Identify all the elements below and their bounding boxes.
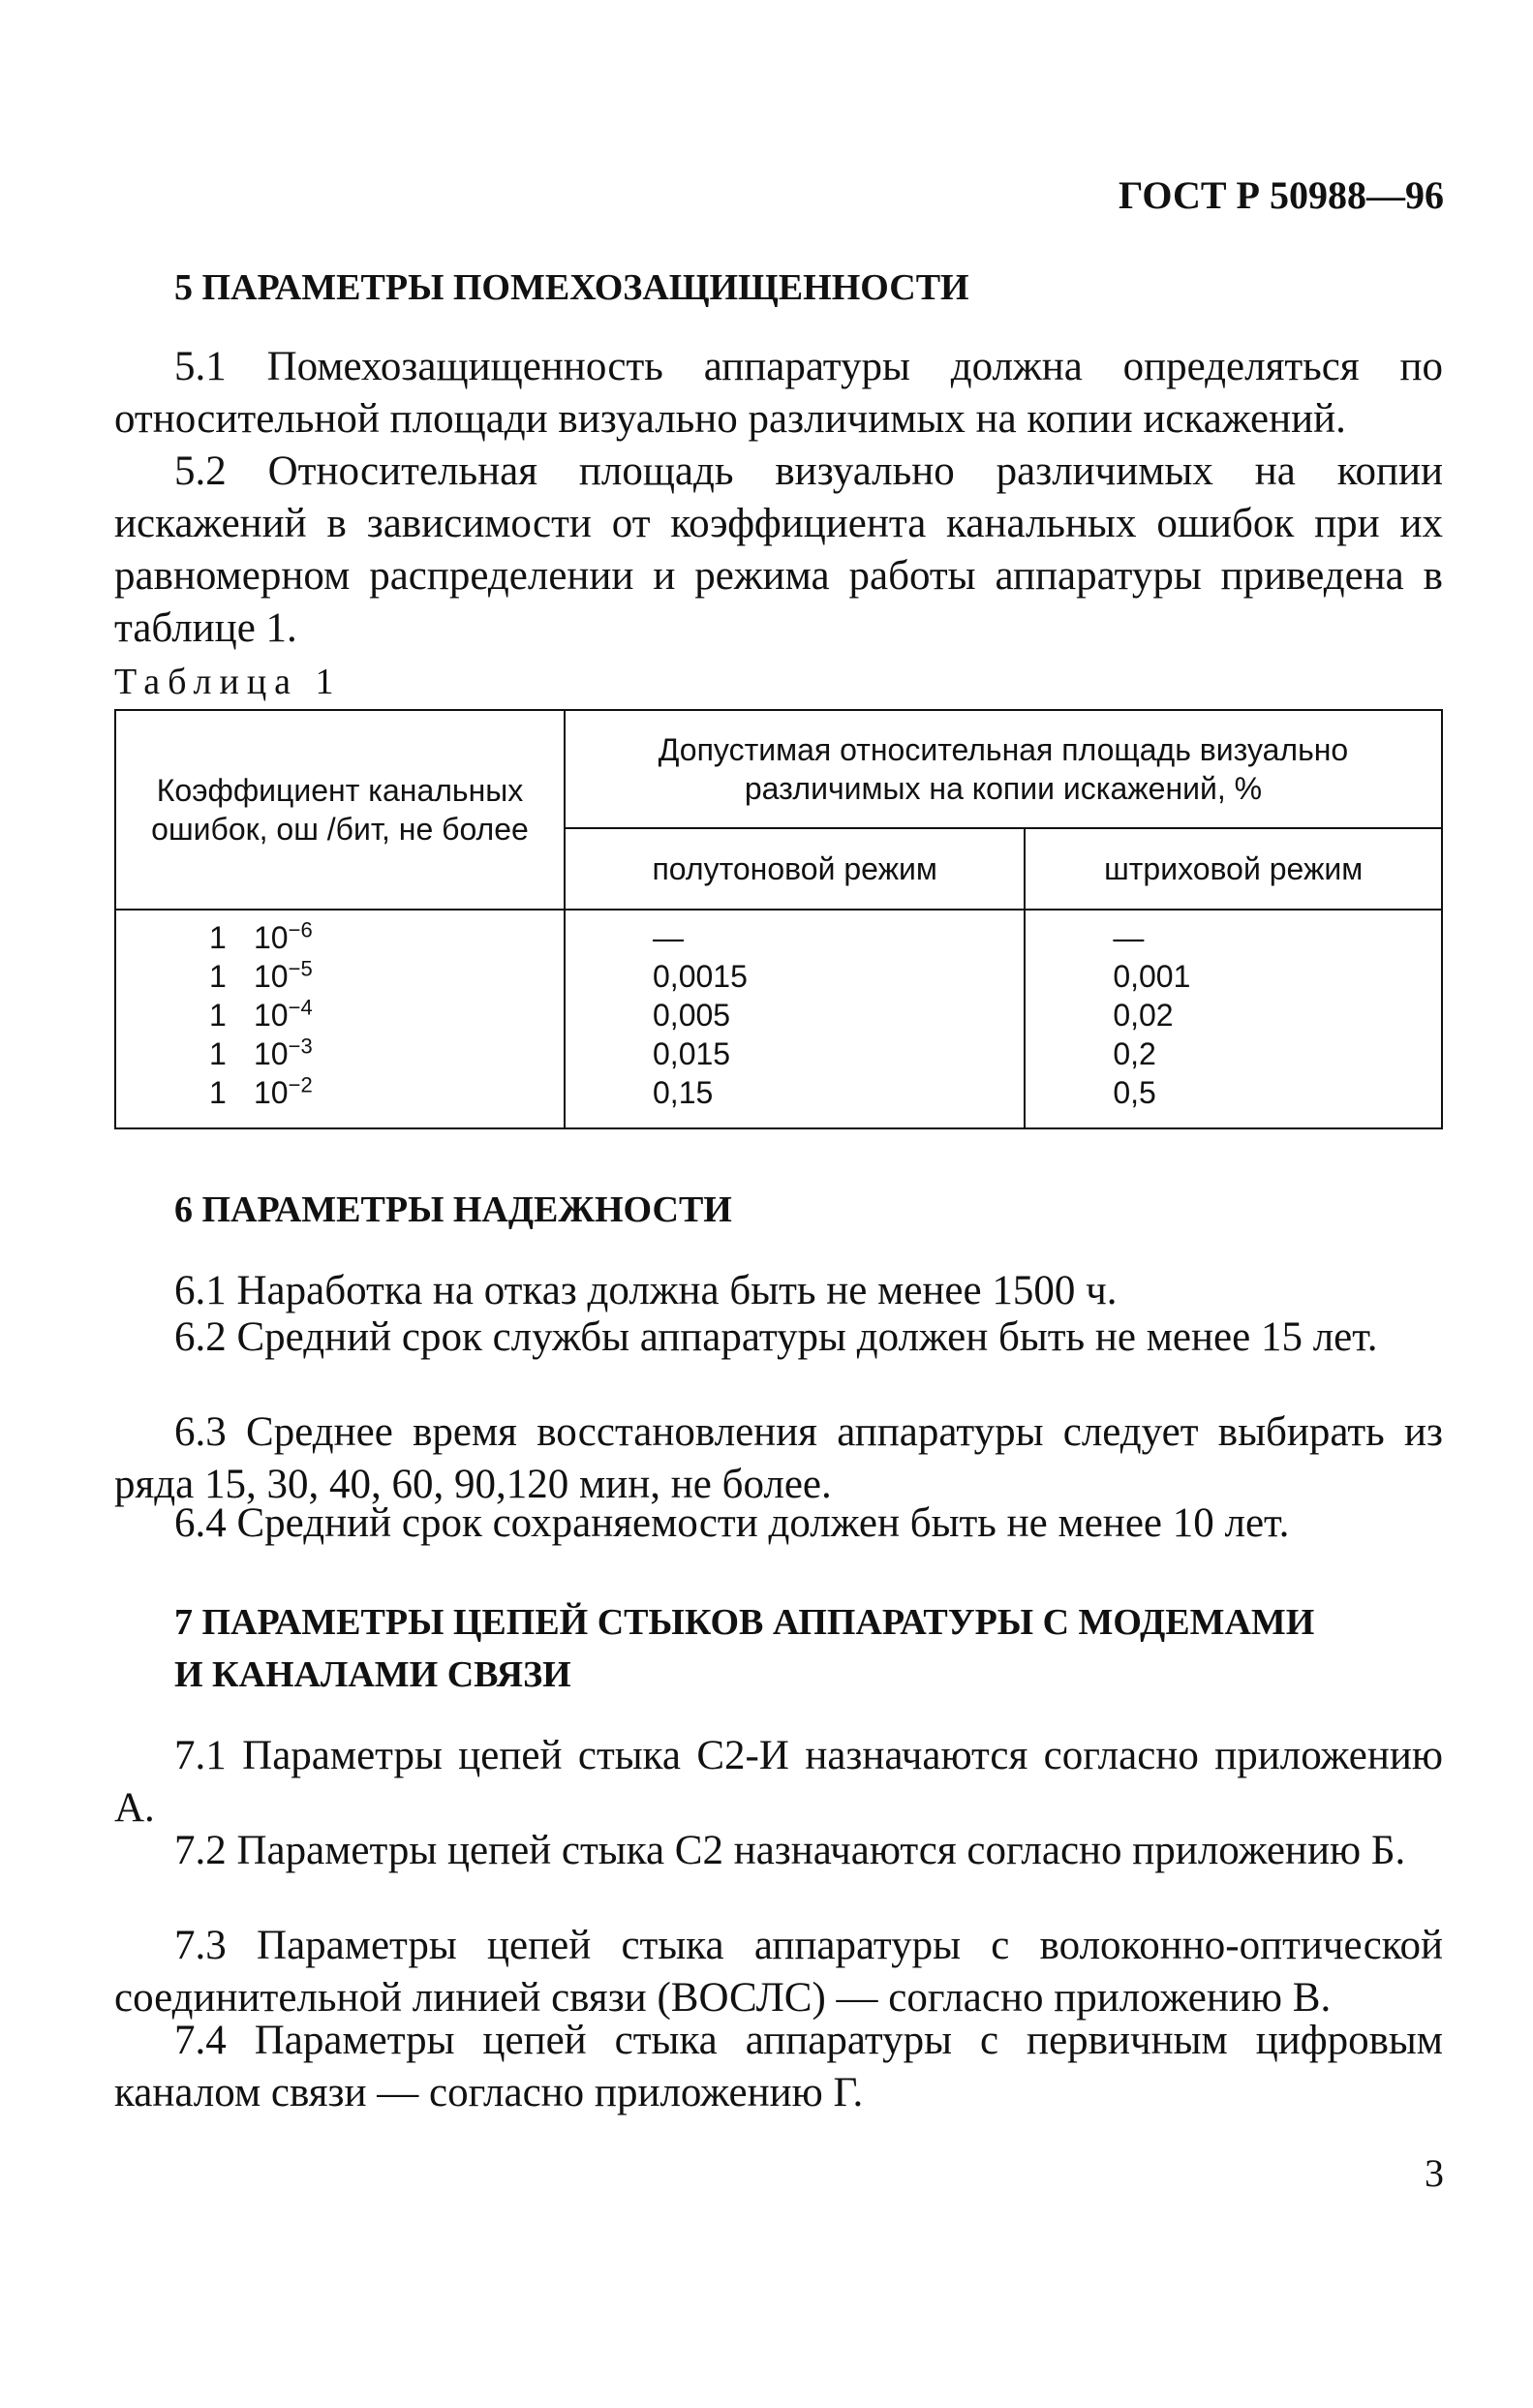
section-7-title-line-1: 7 ПАРАМЕТРЫ ЦЕПЕЙ СТЫКОВ АППАРАТУРЫ С МОДЕМАМИ (174, 1602, 1315, 1643)
line-mode-value: 0,001 (1113, 959, 1191, 994)
paragraph-7-2: 7.2 Параметры цепей стыка С2 назначаются согласно приложению Б. (174, 1828, 1406, 1873)
coefficient-value: 1 $10^{-5}$ (209, 956, 313, 994)
coefficient-value: 1 $10^{-3}$ (209, 1034, 313, 1071)
table-1 (114, 709, 1443, 1129)
paragraph-6-2: 6.2 Средний срок службы аппаратуры должен быть не менее 15 лет. (174, 1314, 1378, 1360)
paragraph-7-1: 7.1 Параметры цепей стыка С2-И назначаются согласно приложению А. (114, 1733, 1443, 1831)
halftone-value: 0,005 (653, 998, 731, 1033)
line-mode-value: — (1113, 920, 1145, 955)
header-coefficient: Коэффициент канальных ошибок, ош /бит, не более (115, 710, 565, 910)
header-halftone: полутоновой режим (565, 828, 1025, 910)
section-7-title-line-2: И КАНАЛАМИ СВЯЗИ (174, 1654, 571, 1695)
halftone-value: 0,15 (653, 1075, 714, 1110)
line-mode-column (1025, 910, 1442, 1128)
line-mode-value: 0,02 (1113, 998, 1174, 1033)
paragraph-6-4: 6.4 Средний срок сохраняемости должен быть не менее 10 лет. (174, 1500, 1290, 1546)
header-line-mode: штриховой режим (1025, 828, 1442, 910)
halftone-value: 0,015 (653, 1036, 731, 1071)
paragraph-5-2: 5.2 Относительная площадь визуально различимых на копии искажений в зависимости от коэффициента канальных ошибок при их равномерном распределении и режима работы аппаратуры приведена в таблице 1. (114, 448, 1443, 651)
section-6-title: 6 ПАРАМЕТРЫ НАДЕЖНОСТИ (174, 1189, 732, 1230)
coefficient-column (115, 910, 565, 1128)
page-number: 3 (1425, 2151, 1444, 2195)
halftone-value: — (653, 920, 684, 955)
halftone-value: 0,0015 (653, 959, 748, 994)
paragraph-5-1: 5.1 Помехозащищенность аппаратуры должна определяться по относительной площади визуально различимых на копии искажений. (114, 344, 1443, 442)
coefficient-value: 1 $10^{-6}$ (209, 917, 313, 955)
halftone-column (565, 910, 1025, 1128)
paragraph-6-1: 6.1 Наработка на отказ должна быть не менее 1500 ч. (174, 1268, 1118, 1313)
line-mode-value: 0,5 (1113, 1075, 1156, 1110)
coefficient-value: 1 $10^{-2}$ (209, 1072, 313, 1110)
paragraph-7-4: 7.4 Параметры цепей стыка аппаратуры с первичным цифровым каналом связи — согласно приложению Г. (114, 2018, 1443, 2115)
section-5-title: 5 ПАРАМЕТРЫ ПОМЕХОЗАЩИЩЕННОСТИ (174, 267, 969, 308)
paragraph-6-3: 6.3 Среднее время восстановления аппаратуры следует выбирать из ряда 15, 30, 40, 60, 90,120 мин, не более. (114, 1409, 1443, 1507)
table-caption: Таблица 1 (114, 662, 342, 702)
paragraph-7-3: 7.3 Параметры цепей стыка аппаратуры с волоконно-оптической соединительной линией связи (ВОСЛС) — согласно приложению В. (114, 1923, 1443, 2021)
line-mode-value: 0,2 (1113, 1036, 1156, 1071)
document-id: ГОСТ Р 50988—96 (1118, 173, 1444, 217)
header-allowed-area: Допустимая относительная площадь визуально различимых на копии искажений, % (565, 710, 1442, 828)
coefficient-value: 1 $10^{-4}$ (209, 995, 313, 1033)
